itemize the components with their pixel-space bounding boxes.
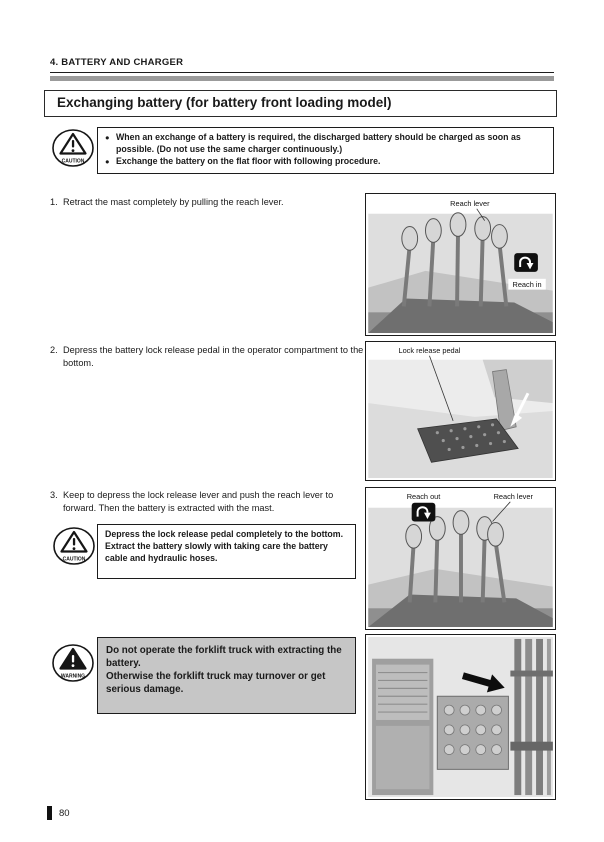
reach-in-icon: [514, 253, 538, 272]
caution-bullet-2: [105, 156, 546, 168]
step-2-text: Depress the battery lock release pedal in the operator compartment to the bottom.: [63, 345, 364, 368]
caution-icon-label: CAUTION: [62, 556, 86, 563]
page-title: Exchanging battery (for battery front loading model): [44, 90, 557, 117]
figure1-label-reach-in: Reach in: [512, 280, 542, 290]
caution-step3-text: Depress the lock release pedal completely to the bottom. Extract the battery slowly with taking care the battery cable and hydraulic hoses.: [105, 529, 344, 563]
bullet-marker: ●: [105, 156, 110, 166]
caution-note-box: [97, 127, 554, 174]
figure-battery-extraction: [365, 634, 556, 800]
page-number: 80: [59, 807, 70, 819]
figure-lock-release-pedal: [365, 341, 556, 481]
step-2: [50, 344, 368, 369]
caution-icon-label: CAUTION: [61, 158, 85, 165]
warning-icon: [52, 644, 94, 682]
section-header: 4. BATTERY AND CHARGER: [50, 57, 554, 73]
step-3: [50, 489, 368, 514]
caution-icon: [52, 129, 94, 167]
caution-bullet-1-text: When an exchange of a battery is required, the discharged battery should be charged as soon as possible. (Do not use the same charger continuously.): [116, 132, 521, 154]
caution-bullet-1: [105, 132, 546, 156]
warning-note-box: [97, 637, 356, 714]
warning-icon-label: WARNING: [60, 673, 86, 680]
reach-out-icon: [412, 503, 436, 522]
figure-reach-out: [365, 487, 556, 630]
step-1-text: Retract the mast completely by pulling the reach lever.: [63, 197, 284, 207]
caution-icon: [53, 527, 95, 565]
step-3-text: Keep to depress the lock release lever and push the reach lever to forward. Then the battery is extracted with the mast.: [63, 490, 334, 513]
section-divider-bar: [50, 76, 554, 81]
warning-line-1: Do not operate the forklift truck with extracting the battery.: [106, 645, 342, 669]
figure3-label-reach-out: Reach out: [406, 491, 441, 501]
caution-note-box-step3: [97, 524, 356, 579]
step-1-number: 1.: [50, 197, 58, 207]
step-3-number: 3.: [50, 490, 58, 500]
figure3-label-reach-lever: Reach lever: [493, 491, 533, 501]
warning-line-2: Otherwise the forklift truck may turnover or get serious damage.: [106, 670, 326, 695]
figure1-label-reach-lever: Reach lever: [450, 198, 490, 208]
step-1: [50, 196, 362, 209]
figure2-label-lock-release-pedal: Lock release pedal: [398, 345, 461, 355]
caution-bullet-2-text: Exchange the battery on the flat floor with following procedure.: [116, 155, 381, 166]
bullet-marker: ●: [105, 133, 110, 142]
step-2-number: 2.: [50, 345, 58, 355]
page-footer: [47, 806, 70, 820]
figure-reach-in: [365, 193, 556, 336]
page-number-marker: [47, 806, 52, 820]
